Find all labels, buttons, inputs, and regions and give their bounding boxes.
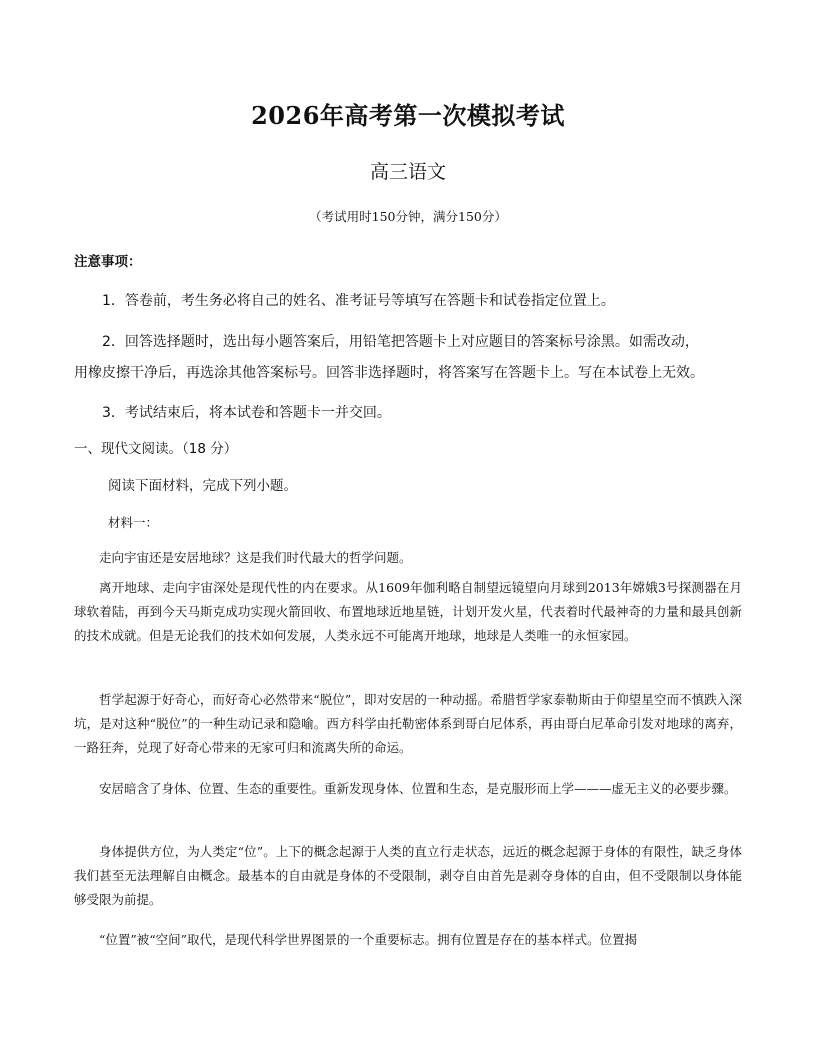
notice-heading: 注意事项： <box>74 254 142 270</box>
notice-item-2-line-2: 用橡皮擦干净后，再选涂其他答案标号。回答非选择题时，将答案写在答题卡上。写在本试卷上无效。 <box>74 365 704 381</box>
exam-duration-info: （考试用时150分钟，满分150分） <box>309 209 507 224</box>
paragraph: “位置”被“空间”取代，是现代科学世界图景的一个重要标志。拥有位置是存在的基本样式。位置揭 <box>99 932 638 947</box>
exam-subtitle: 高三语文 <box>369 161 446 183</box>
paragraph: 安居暗含了身体、位置、生态的重要性。重新发现身体、位置和生态，是克服形而上学———虚无主义的必要步骤。 <box>99 781 737 796</box>
notice-item-1: 1．答卷前，考生务必将自己的姓名、准考证号等填写在答题卡和试卷指定位置上。 <box>102 293 615 309</box>
notice-item-3: 3．考试结束后，将本试卷和答题卡一并交回。 <box>102 405 391 421</box>
paragraph: 离开地球、走向宇宙深处是现代性的内在要求。从1609年伽利略自制望远镜望向月球到2013年嫦娥3号探测器在月球软着陆，再到今天马斯克成功实现火箭回收、布置地球近地星链，计划开发火星，代表着时代最神奇的力量和最具创新的技术成就。但是无论我们的技术如何发展，人类永远不可能离开地球，地球是人类唯一的永恒家园。 <box>74 580 742 643</box>
material-label: 材料一： <box>108 515 159 530</box>
paragraph: 身体提供方位，为人类定“位”。上下的概念起源于人类的直立行走状态，远近的概念起源于身体的有限性，缺乏身体我们甚至无法理解自由概念。最基本的自由就是身体的不受限制，剥夺自由首先是剥夺身体的自由，但不受限制以身体能够受限为前提。 <box>74 844 742 907</box>
reading-instruction: 阅读下面材料，完成下列小题。 <box>108 478 297 494</box>
paragraph: 走向宇宙还是安居地球？这是我们时代最大的哲学问题。 <box>99 550 412 565</box>
section-heading: 一、现代文阅读。（18 分） <box>74 441 238 457</box>
paragraph: 哲学起源于好奇心，而好奇心必然带来“脱位”，即对安居的一种动摇。希腊哲学家泰勒斯由于仰望星空而不慎跌入深坑，是对这种“脱位”的一种生动记录和隐喻。西方科学由托勒密体系到哥白尼体系，再由哥白尼革命引发对地球的离弃，一路狂奔，兑现了好奇心带来的无家可归和流离失所的命运。 <box>74 692 742 755</box>
exam-title: 2026年高考第一次模拟考试 <box>251 101 565 130</box>
notice-item-2-line-1: 2．回答选择题时，选出每小题答案后，用铅笔把答题卡上对应题目的答案标号涂黑。如需改动， <box>102 334 699 350</box>
